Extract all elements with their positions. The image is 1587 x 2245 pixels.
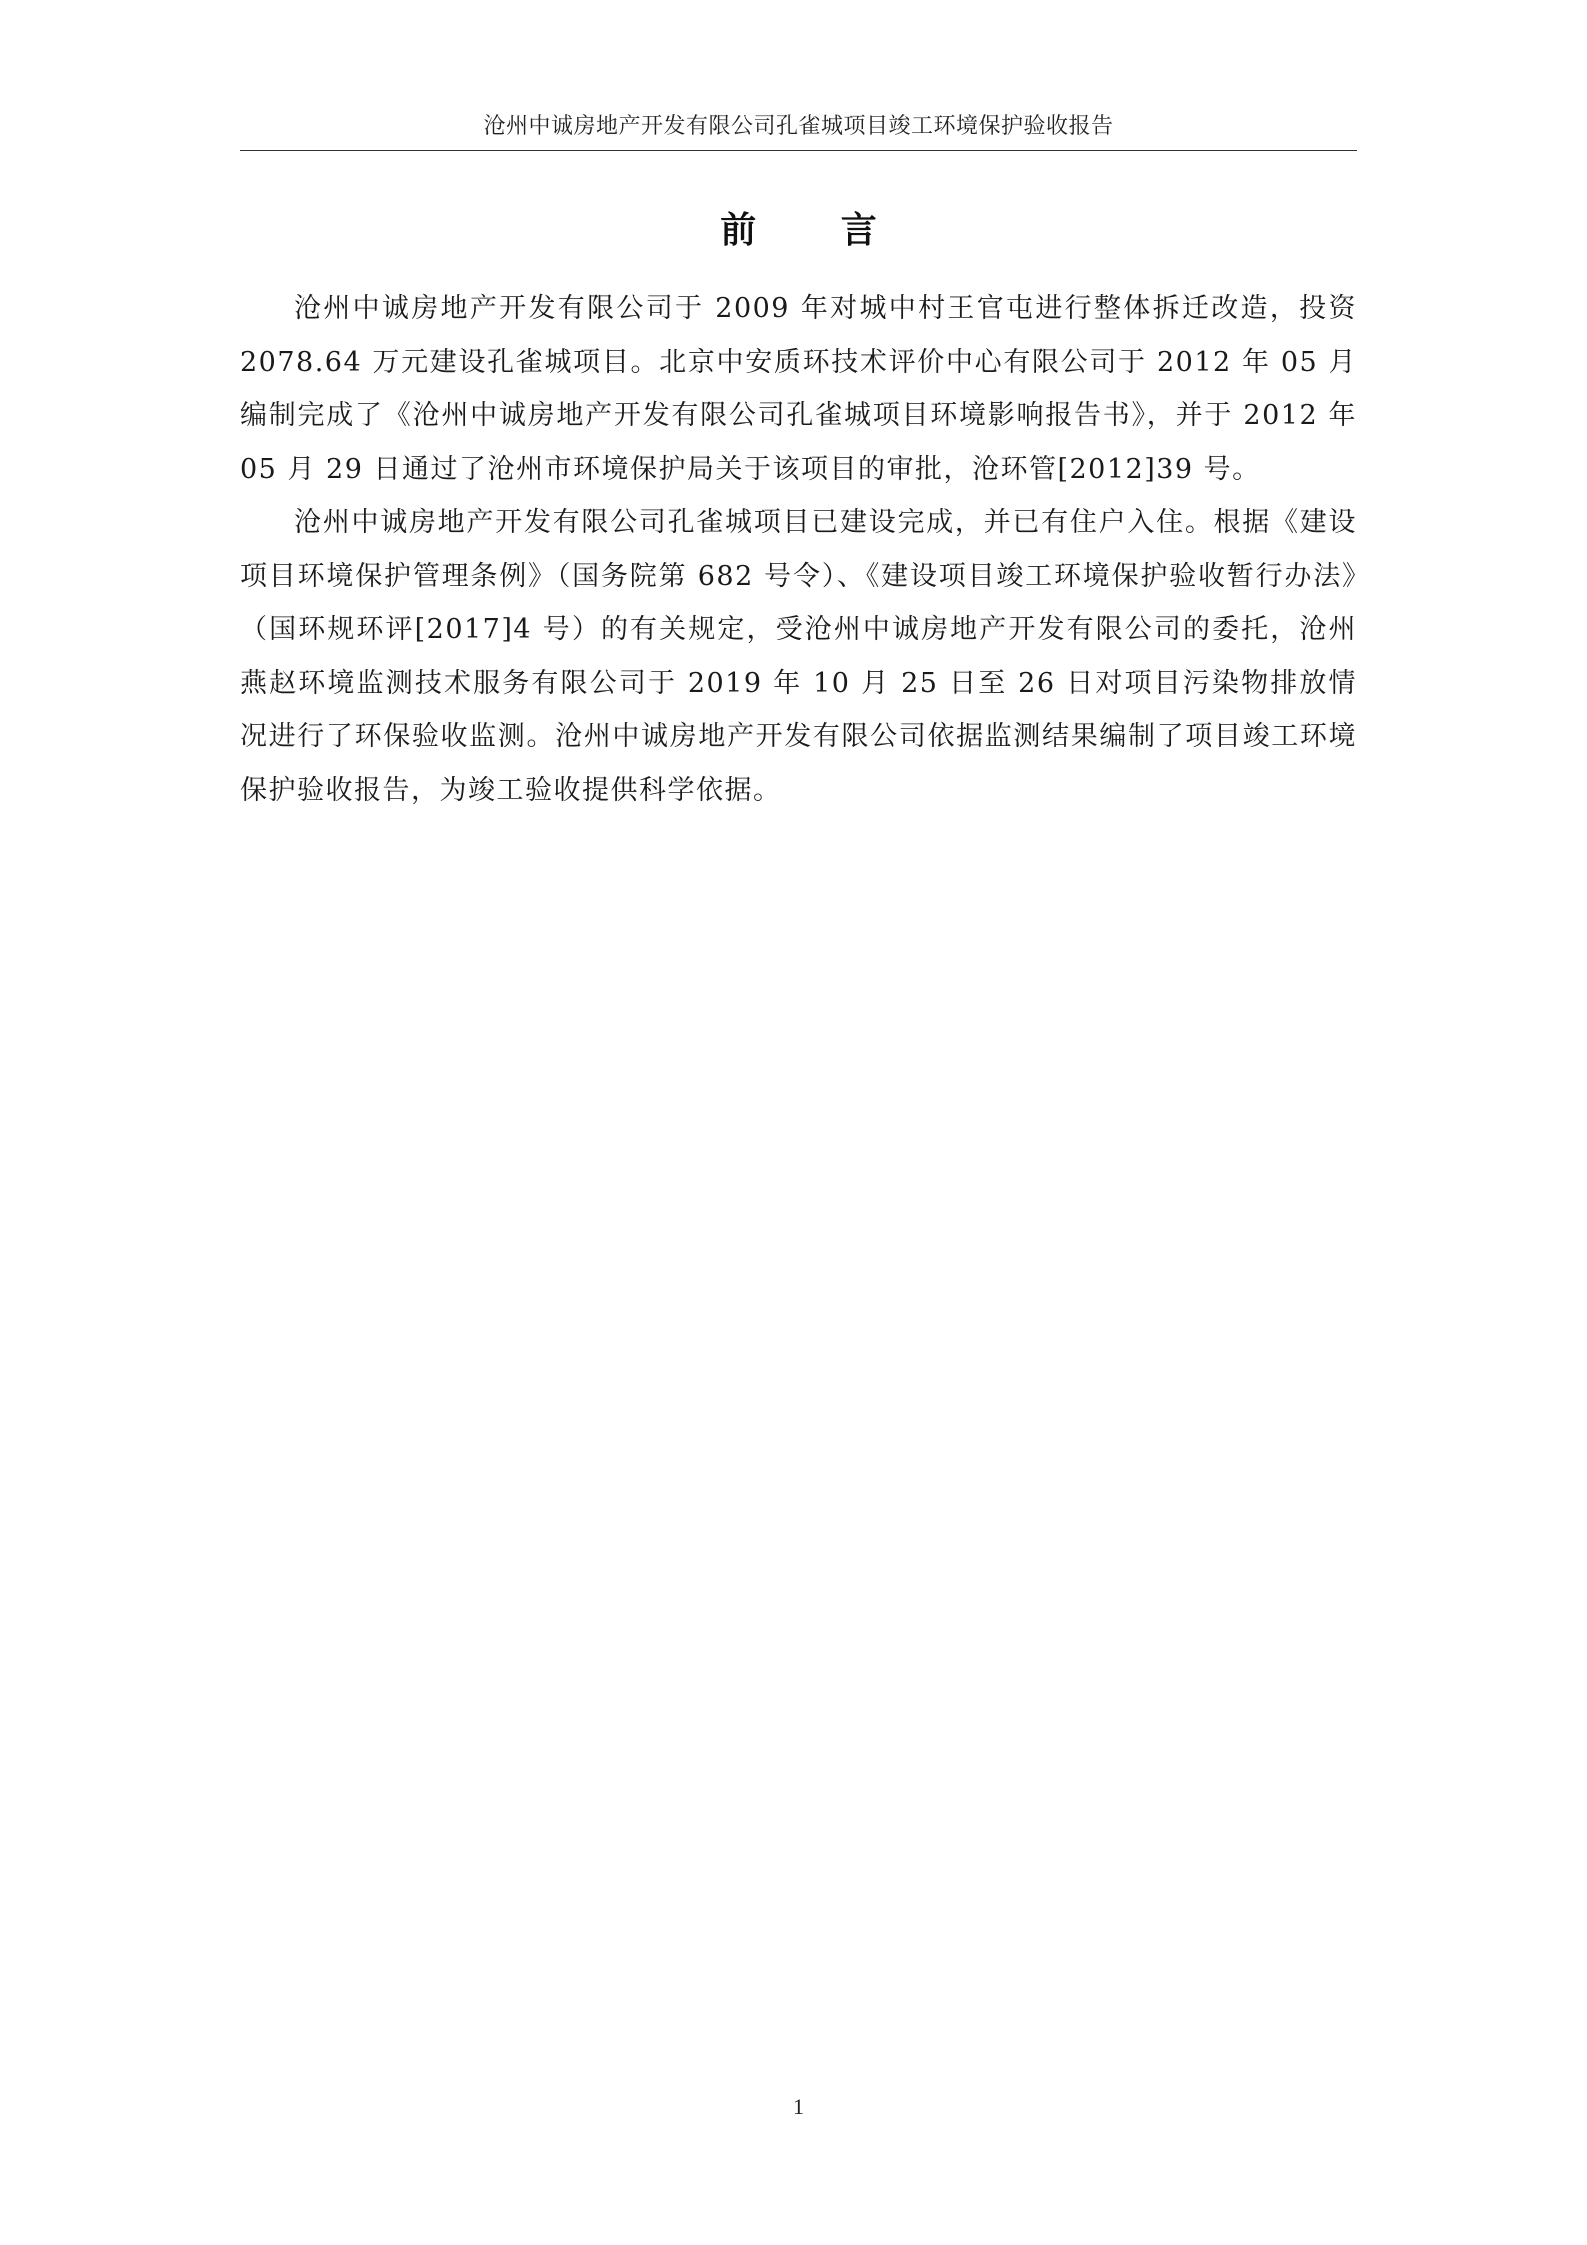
header-rule — [240, 150, 1357, 151]
running-header: 沧州中诚房地产开发有限公司孔雀城项目竣工环境保护验收报告 — [483, 114, 1114, 139]
paragraph-project-background: 沧州中诚房地产开发有限公司于 2009 年对城中村王官屯进行整体拆迁改造，投资 2078.64 万元建设孔雀城项目。北京中安质环技术评价中心有限公司于 2012 年 05 月编制完成了《沧州中诚房地产开发有限公司孔雀城项目环境影响报告书》，并于 2012 年 05 月 29 日通过了沧州市环境保护局关于该项目的审批，沧环管[2012]39 号。 — [240, 293, 1357, 485]
page-title: 前 言 — [720, 209, 913, 251]
paragraph-acceptance-monitoring: 沧州中诚房地产开发有限公司孔雀城项目已建设完成，并已有住户入住。根据《建设项目环境保护管理条例》（国务院第 682 号令）、《建设项目竣工环境保护验收暂行办法》（国环规环评[2017]4 号）的有关规定，受沧州中诚房地产开发有限公司的委托，沧州燕赵环境监测技术服务有限公司于 2019 年 10 月 25 日至 26 日对项目污染物排放情况进行了环保验收监测。沧州中诚房地产开发有限公司依据监测结果编制了项目竣工环境保护验收报告，为竣工验收提供科学依据。 — [240, 507, 1357, 806]
page-number: 1 — [793, 2094, 804, 2119]
body-text — [240, 282, 1357, 817]
